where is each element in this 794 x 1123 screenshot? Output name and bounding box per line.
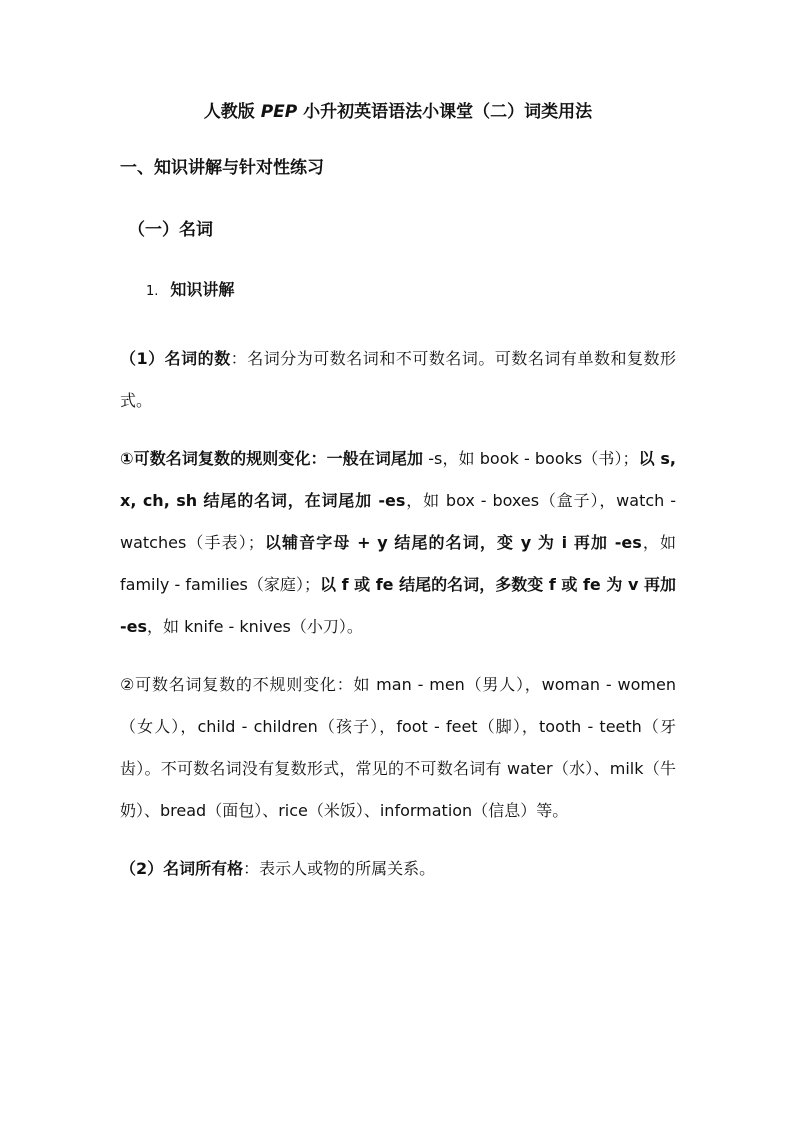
paragraph-irregular-plural: ②可数名词复数的不规则变化：如 man - men（男人），woman - women（女人），child - children（孩子），foot - feet（脚），tooth - teeth（牙齿）。不可数名词没有复数形式，常见的不可数名词有 water（水）、milk（牛奶）、bread（面包）、rice（米饭）、information（信息）等。 [120, 675, 676, 820]
paragraph-possessive [120, 848, 676, 890]
paragraph-noun-number-text: ：名词分为可数名词和不可数名词。可数名词有单数和复数形式。 [120, 349, 676, 410]
paragraph-noun-number-term: （1）名词的数 [120, 349, 231, 368]
rule-3-example: ，如 family - families（家庭）； [120, 533, 676, 594]
rule-4: 以 f 或 fe 结尾的名词，多数变 f 或 fe 为 v 再加 -es [120, 575, 676, 636]
section-heading: 一、知识讲解与针对性练习 [120, 158, 324, 178]
paragraph-regular-plural [120, 438, 676, 648]
rule-2-example: ，如 box - boxes（盒子），watch - watches（手表）； [120, 491, 676, 552]
document-title [120, 100, 676, 124]
rule-4-example: ，如 knife - knives（小刀）。 [147, 617, 363, 636]
list-item-number: 1. [146, 284, 159, 299]
rule-3: 以辅音字母 + y 结尾的名词，变 y 为 i 再加 -es [263, 533, 642, 552]
subsection-heading: （一）名词 [128, 220, 213, 240]
rule-1: ①可数名词复数的规则变化：一般在词尾加 [120, 449, 424, 468]
title-pep: PEP [260, 102, 298, 122]
document-page [120, 100, 676, 906]
paragraph-possessive-text: ：表示人或物的所属关系。 [243, 859, 436, 878]
rule-1-example: -s，如 book - books（书）； [423, 449, 639, 468]
list-item-heading [146, 278, 676, 304]
paragraph-noun-number [120, 338, 676, 422]
title-prefix: 人教版 [203, 102, 261, 122]
rule-2: 以 s, x, ch, sh 结尾的名词，在词尾加 -es [120, 449, 676, 510]
paragraph-possessive-term: （2）名词所有格 [120, 859, 244, 878]
title-suffix: 小升初英语语法小课堂（二）词类用法 [297, 102, 593, 122]
list-item-label: 知识讲解 [170, 280, 235, 299]
